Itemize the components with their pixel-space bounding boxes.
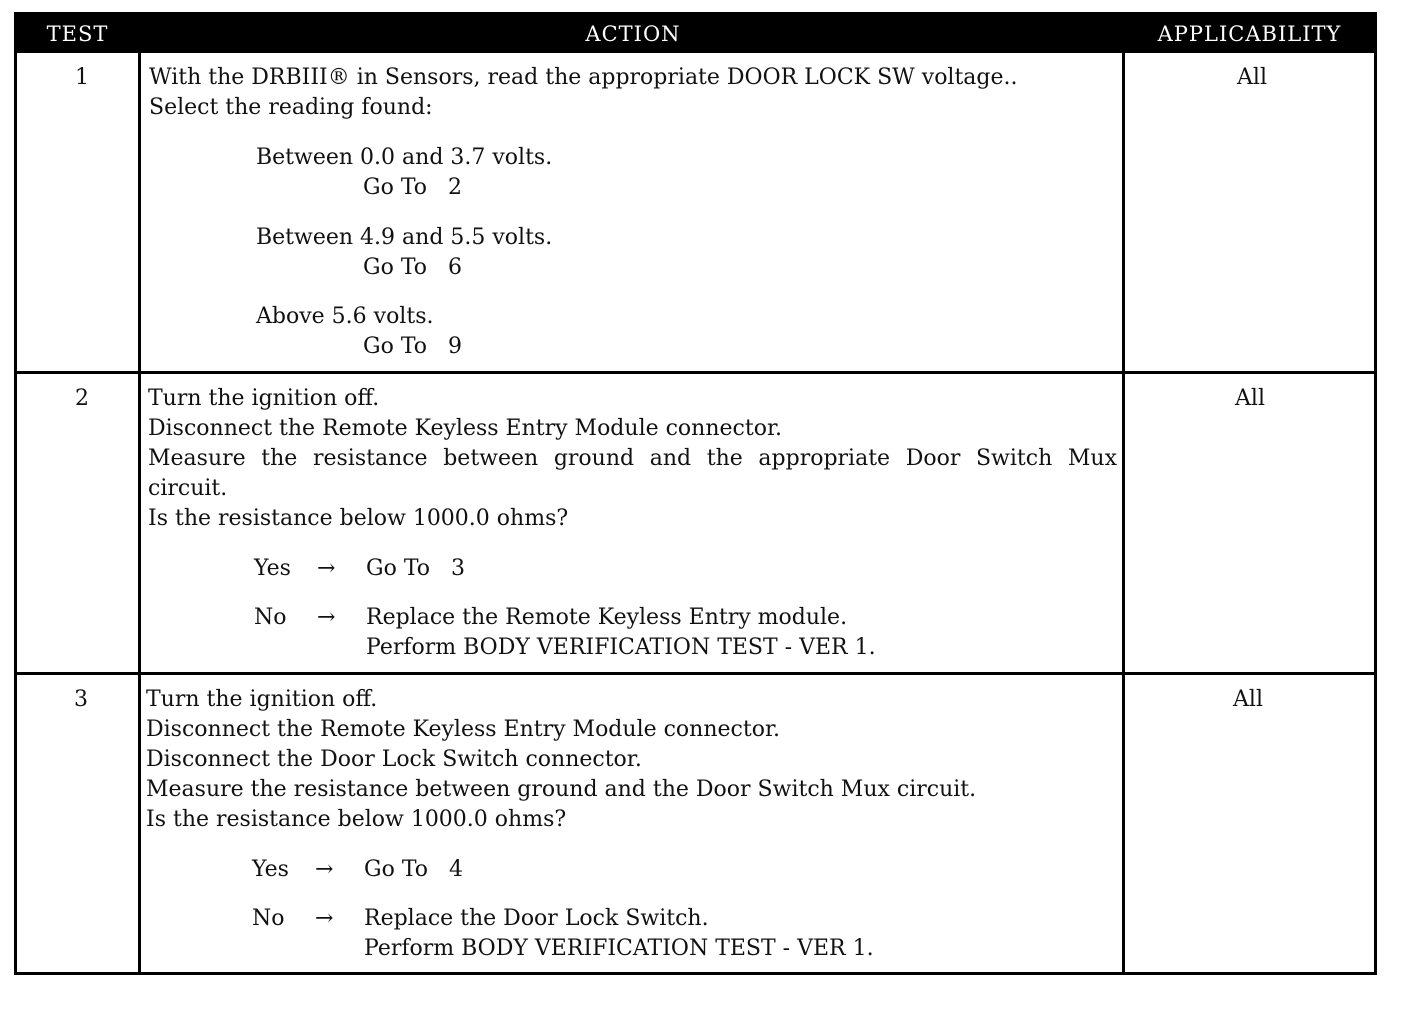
header-test: TEST	[46, 22, 109, 46]
test-number: 2	[75, 386, 89, 411]
yes-result: Go To 3	[366, 556, 465, 581]
applicability-value: All	[1237, 65, 1267, 90]
action-text: Disconnect the Remote Keyless Entry Module connector.	[148, 416, 783, 441]
yes-label: Yes	[254, 556, 291, 581]
column-divider	[1122, 15, 1125, 972]
applicability-value: All	[1235, 386, 1265, 411]
arrow-icon: →	[315, 857, 334, 882]
test-number: 1	[75, 65, 89, 90]
option-condition: Between 4.9 and 5.5 volts.	[256, 225, 553, 250]
no-result: Perform BODY VERIFICATION TEST - VER 1.	[364, 936, 874, 961]
applicability-value: All	[1233, 687, 1263, 712]
action-text: Is the resistance below 1000.0 ohms?	[148, 506, 569, 531]
action-text: Turn the ignition off.	[146, 687, 378, 712]
arrow-icon: →	[315, 906, 334, 931]
no-label: No	[252, 906, 285, 931]
header-action: ACTION	[585, 22, 681, 46]
option-result: Go To 9	[363, 334, 462, 359]
option-condition: Above 5.6 volts.	[256, 304, 434, 329]
yes-label: Yes	[252, 857, 289, 882]
no-result: Replace the Remote Keyless Entry module.	[366, 605, 848, 630]
diagnostic-test-table	[14, 12, 1377, 975]
column-divider	[138, 15, 141, 972]
action-text: With the DRBIII® in Sensors, read the appropriate DOOR LOCK SW voltage..	[149, 65, 1018, 90]
yes-result: Go To 4	[364, 857, 463, 882]
option-condition: Between 0.0 and 3.7 volts.	[256, 145, 553, 170]
option-result: Go To 2	[363, 175, 462, 200]
no-result: Perform BODY VERIFICATION TEST - VER 1.	[366, 635, 876, 660]
action-text: Turn the ignition off.	[148, 386, 380, 411]
action-text: circuit.	[148, 476, 228, 501]
option-result: Go To 6	[363, 255, 462, 280]
action-text: Measure the resistance between ground and the appropriate Door Switch Mux	[148, 446, 1117, 471]
row-divider	[17, 371, 1374, 374]
action-text: Measure the resistance between ground and the Door Switch Mux circuit.	[146, 777, 977, 802]
table-header	[17, 15, 1374, 53]
action-text: Disconnect the Door Lock Switch connector.	[146, 747, 642, 772]
no-result: Replace the Door Lock Switch.	[364, 906, 709, 931]
arrow-icon: →	[317, 556, 336, 581]
header-applicability: APPLICABILITY	[1157, 22, 1342, 46]
arrow-icon: →	[317, 605, 336, 630]
action-text: Is the resistance below 1000.0 ohms?	[146, 807, 567, 832]
test-number: 3	[74, 687, 88, 712]
row-divider	[17, 672, 1374, 675]
action-text: Select the reading found:	[149, 95, 433, 120]
no-label: No	[254, 605, 287, 630]
action-text: Disconnect the Remote Keyless Entry Module connector.	[146, 717, 781, 742]
